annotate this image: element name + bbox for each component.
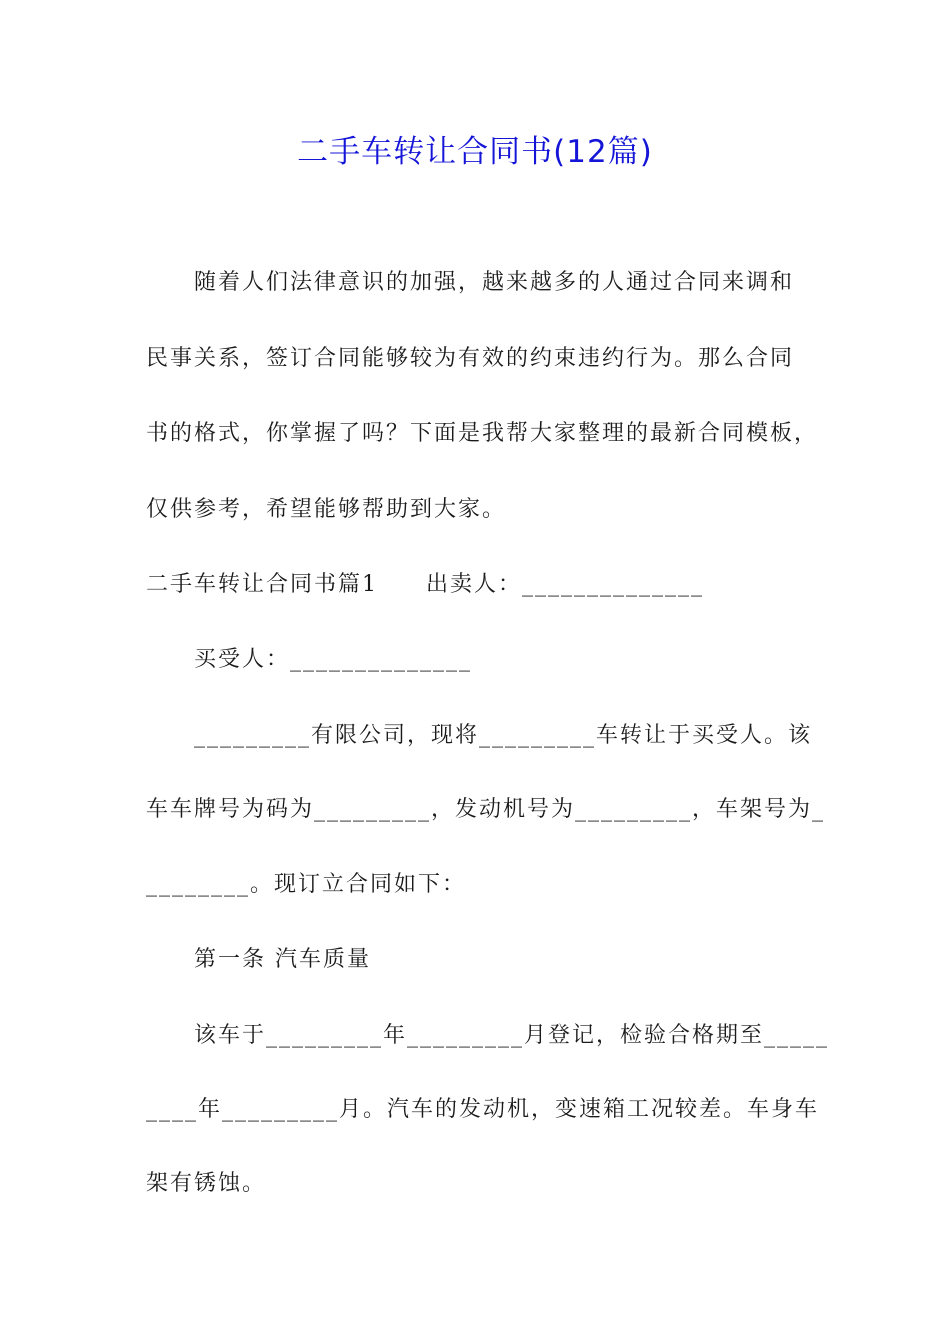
- seller-field: 出卖人：______________: [426, 572, 705, 597]
- paragraph-line: 该车于_________年_________月登记，检验合格期至_____: [194, 1023, 830, 1048]
- article-heading: 第一条 汽车质量: [194, 947, 371, 972]
- document-title: 二手车转让合同书(12篇): [297, 134, 653, 170]
- paragraph-line: 架有锈蚀。: [146, 1171, 267, 1196]
- paragraph-line: 书的格式，你掌握了吗？下面是我帮大家整理的最新合同模板，: [146, 421, 819, 446]
- section-heading: 二手车转让合同书篇1: [146, 572, 378, 597]
- paragraph-line: 车车牌号为码为_________，发动机号为_________，车架号为_: [146, 797, 826, 822]
- buyer-field: 买受人：______________: [194, 647, 473, 672]
- paragraph-line: ____年_________月。汽车的发动机，变速箱工况较差。车身车: [146, 1097, 820, 1122]
- paragraph-line: ________。现订立合同如下：: [146, 872, 467, 897]
- paragraph-line: 随着人们法律意识的加强，越来越多的人通过合同来调和: [194, 270, 795, 295]
- section-heading-line: [146, 565, 826, 605]
- paragraph-line: 民事关系，签订合同能够较为有效的约束违约行为。那么合同: [146, 346, 795, 371]
- paragraph-line: _________有限公司，现将_________车转让于买受人。该: [194, 723, 813, 748]
- paragraph-line: 仅供参考，希望能够帮助到大家。: [146, 497, 507, 522]
